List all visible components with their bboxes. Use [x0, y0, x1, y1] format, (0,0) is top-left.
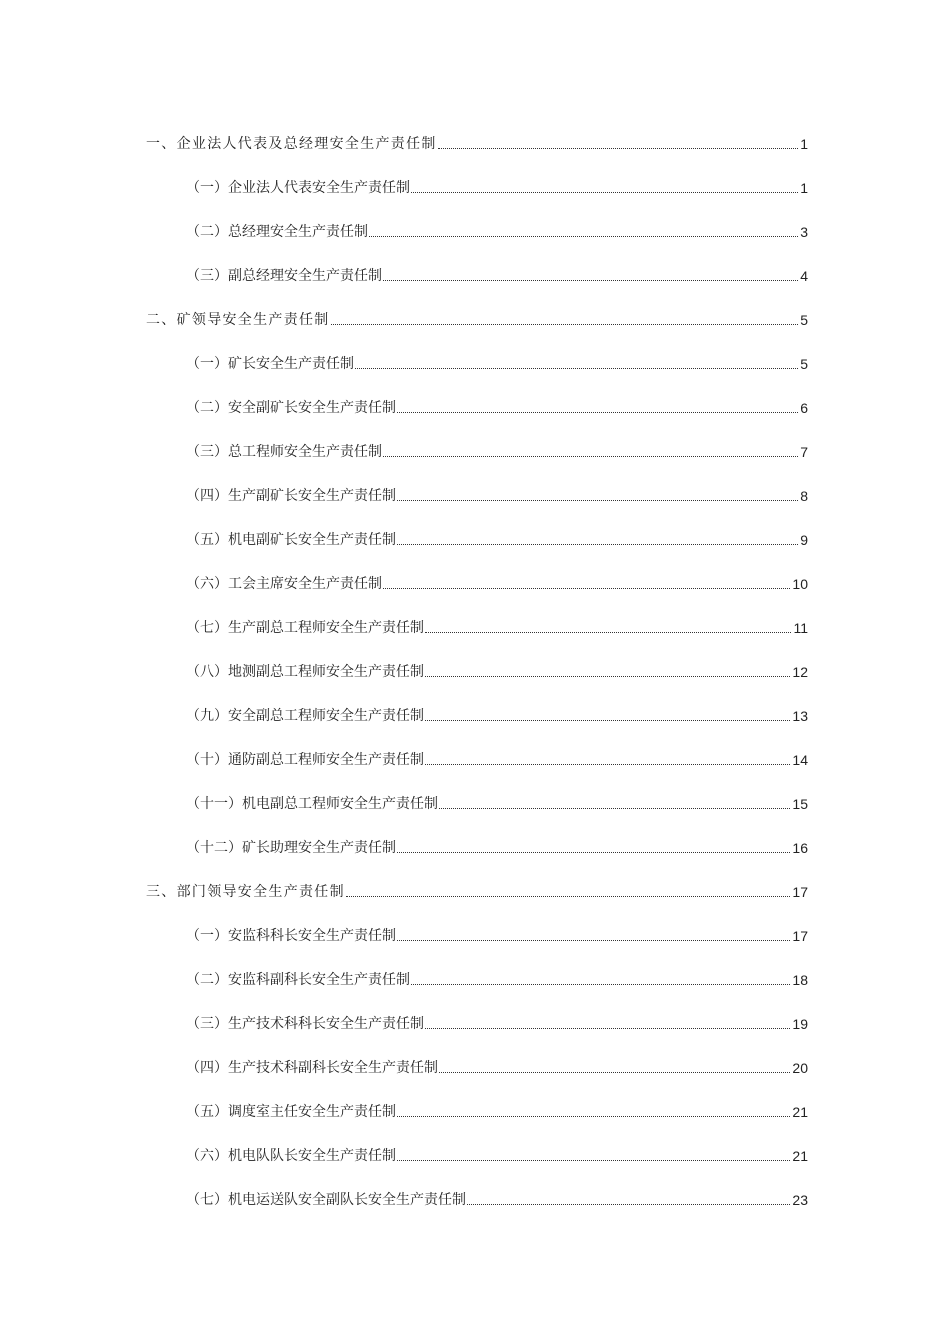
toc-entry-title: （四）生产副矿长安全生产责任制 — [186, 488, 396, 504]
dot-leader — [438, 148, 799, 149]
table-of-contents — [146, 122, 808, 1222]
dot-leader — [397, 852, 790, 853]
toc-entry-page: 5 — [800, 312, 808, 328]
toc-entry-title: （一）安监科科长安全生产责任制 — [186, 928, 396, 944]
toc-entry-title: （六）工会主席安全生产责任制 — [186, 576, 382, 592]
toc-entry-page: 9 — [800, 532, 808, 548]
toc-entry-title: （三）总工程师安全生产责任制 — [186, 444, 382, 460]
toc-entry-title: （一）企业法人代表安全生产责任制 — [186, 180, 410, 196]
toc-entry-title: 一、企业法人代表及总经理安全生产责任制 — [146, 136, 437, 152]
toc-entry[interactable] — [146, 1134, 808, 1178]
toc-entry[interactable] — [146, 826, 808, 870]
dot-leader — [346, 896, 791, 897]
dot-leader — [369, 236, 798, 237]
dot-leader — [383, 456, 798, 457]
toc-entry[interactable] — [146, 386, 808, 430]
toc-entry[interactable] — [146, 298, 808, 342]
toc-entry-title: （八）地测副总工程师安全生产责任制 — [186, 664, 424, 680]
toc-entry-title: （七）生产副总工程师安全生产责任制 — [186, 620, 424, 636]
dot-leader — [331, 324, 799, 325]
toc-entry-title: （一）矿长安全生产责任制 — [186, 356, 354, 372]
toc-entry-page: 4 — [800, 268, 808, 284]
toc-entry[interactable] — [146, 474, 808, 518]
toc-entry-title: （二）安监科副科长安全生产责任制 — [186, 972, 410, 988]
toc-entry-page: 19 — [792, 1016, 808, 1032]
toc-entry-page: 3 — [800, 224, 808, 240]
toc-entry-page: 7 — [800, 444, 808, 460]
toc-entry[interactable] — [146, 518, 808, 562]
dot-leader — [467, 1204, 790, 1205]
dot-leader — [397, 1160, 790, 1161]
toc-entry[interactable] — [146, 914, 808, 958]
dot-leader — [397, 1116, 790, 1117]
dot-leader — [425, 632, 791, 633]
toc-entry[interactable] — [146, 1178, 808, 1222]
toc-entry-page: 8 — [800, 488, 808, 504]
toc-entry-title: （三）生产技术科科长安全生产责任制 — [186, 1016, 424, 1032]
dot-leader — [425, 1028, 790, 1029]
toc-entry-title: （二）安全副矿长安全生产责任制 — [186, 400, 396, 416]
dot-leader — [425, 764, 790, 765]
toc-entry-title: （五）调度室主任安全生产责任制 — [186, 1104, 396, 1120]
toc-entry[interactable] — [146, 1002, 808, 1046]
dot-leader — [439, 1072, 790, 1073]
toc-entry[interactable] — [146, 122, 808, 166]
toc-entry-page: 17 — [792, 928, 808, 944]
toc-entry[interactable] — [146, 738, 808, 782]
toc-entry-title: （三）副总经理安全生产责任制 — [186, 268, 382, 284]
toc-entry-page: 1 — [800, 180, 808, 196]
toc-entry[interactable] — [146, 430, 808, 474]
toc-entry-page: 6 — [800, 400, 808, 416]
dot-leader — [397, 500, 798, 501]
toc-entry[interactable] — [146, 210, 808, 254]
dot-leader — [397, 412, 798, 413]
toc-entry-title: （十一）机电副总工程师安全生产责任制 — [186, 796, 438, 812]
toc-entry[interactable] — [146, 870, 808, 914]
toc-entry-page: 21 — [792, 1104, 808, 1120]
toc-entry[interactable] — [146, 958, 808, 1002]
toc-entry-title: （五）机电副矿长安全生产责任制 — [186, 532, 396, 548]
toc-entry[interactable] — [146, 782, 808, 826]
toc-entry[interactable] — [146, 342, 808, 386]
toc-entry-title: （四）生产技术科副科长安全生产责任制 — [186, 1060, 438, 1076]
toc-entry-title: （二）总经理安全生产责任制 — [186, 224, 368, 240]
dot-leader — [383, 588, 790, 589]
toc-entry[interactable] — [146, 166, 808, 210]
toc-entry-title: （九）安全副总工程师安全生产责任制 — [186, 708, 424, 724]
toc-entry-page: 16 — [792, 840, 808, 856]
toc-entry-title: （七）机电运送队安全副队长安全生产责任制 — [186, 1192, 466, 1208]
toc-entry[interactable] — [146, 1046, 808, 1090]
toc-entry-page: 14 — [792, 752, 808, 768]
toc-entry-page: 21 — [792, 1148, 808, 1164]
toc-entry-page: 12 — [792, 664, 808, 680]
toc-entry-page: 15 — [792, 796, 808, 812]
dot-leader — [411, 984, 790, 985]
toc-entry[interactable] — [146, 562, 808, 606]
toc-entry[interactable] — [146, 606, 808, 650]
toc-entry-page: 11 — [793, 620, 808, 636]
toc-entry[interactable] — [146, 254, 808, 298]
toc-entry[interactable] — [146, 650, 808, 694]
dot-leader — [397, 940, 790, 941]
dot-leader — [411, 192, 798, 193]
toc-entry-title: （六）机电队队长安全生产责任制 — [186, 1148, 396, 1164]
dot-leader — [383, 280, 798, 281]
toc-entry-page: 1 — [800, 136, 808, 152]
toc-entry-page: 18 — [792, 972, 808, 988]
toc-entry-title: （十二）矿长助理安全生产责任制 — [186, 840, 396, 856]
toc-entry-page: 10 — [792, 576, 808, 592]
dot-leader — [439, 808, 790, 809]
dot-leader — [425, 720, 790, 721]
toc-entry-page: 23 — [792, 1192, 808, 1208]
toc-entry-page: 17 — [792, 884, 808, 900]
toc-entry[interactable] — [146, 1090, 808, 1134]
dot-leader — [397, 544, 798, 545]
toc-entry-page: 20 — [792, 1060, 808, 1076]
dot-leader — [425, 676, 790, 677]
toc-entry-title: 二、矿领导安全生产责任制 — [146, 312, 330, 328]
toc-entry-title: 三、部门领导安全生产责任制 — [146, 884, 345, 900]
toc-entry[interactable] — [146, 694, 808, 738]
toc-entry-title: （十）通防副总工程师安全生产责任制 — [186, 752, 424, 768]
toc-entry-page: 5 — [800, 356, 808, 372]
toc-entry-page: 13 — [792, 708, 808, 724]
dot-leader — [355, 368, 798, 369]
